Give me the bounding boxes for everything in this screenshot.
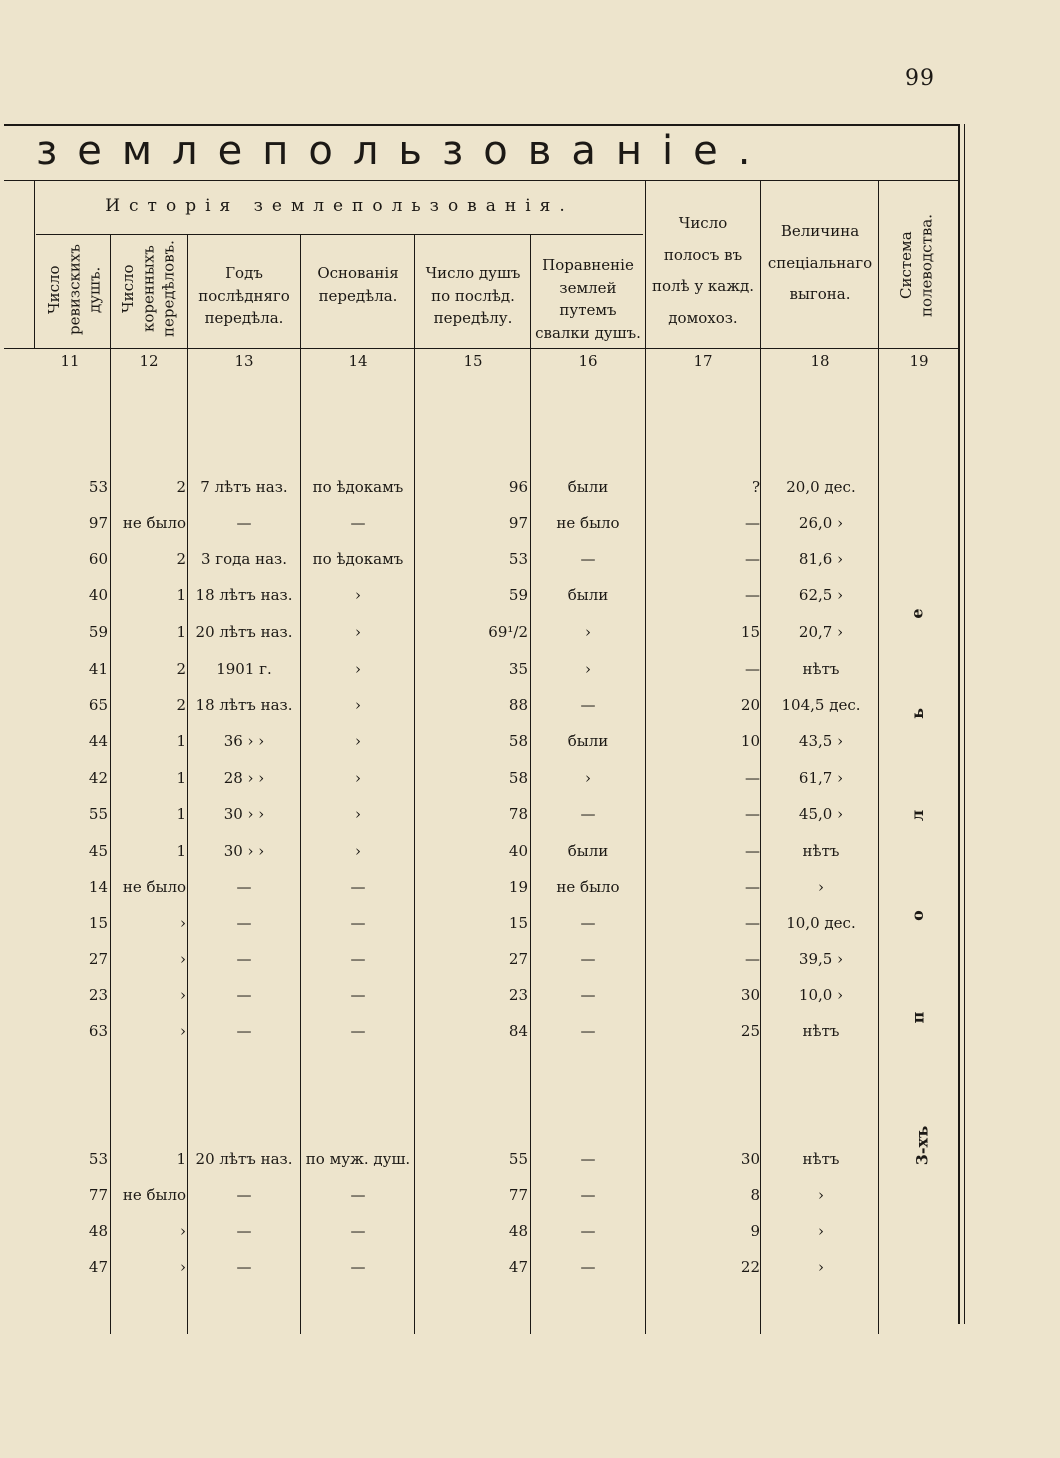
cell-c18: нѣтъ bbox=[802, 1150, 840, 1168]
table-row bbox=[0, 1022, 960, 1058]
cell-c18: 20,0 дес. bbox=[786, 478, 856, 496]
cell-c18: › bbox=[818, 878, 824, 896]
cell-c11: 59 bbox=[88, 623, 108, 641]
cell-c18: 10,0 дес. bbox=[786, 914, 856, 932]
cell-c15: 19 bbox=[508, 878, 528, 896]
cell-c16: — bbox=[580, 1022, 596, 1040]
cell-c15: 27 bbox=[508, 950, 528, 968]
system-letter-4: п bbox=[908, 1011, 928, 1024]
cell-c12: 2 bbox=[176, 696, 186, 714]
cell-c12: 2 bbox=[176, 478, 186, 496]
table-row bbox=[0, 1150, 960, 1186]
cell-c11: 27 bbox=[88, 950, 108, 968]
colnum-13: 13 bbox=[234, 352, 254, 370]
cell-c11: 47 bbox=[88, 1258, 108, 1276]
cell-c11: 65 bbox=[88, 696, 108, 714]
cell-c15: 58 bbox=[508, 732, 528, 750]
cell-c14: — bbox=[350, 914, 366, 932]
cell-c13: 36 › › bbox=[223, 732, 265, 750]
cell-c11: 23 bbox=[88, 986, 108, 1004]
cell-c14: — bbox=[350, 514, 366, 532]
table-row bbox=[0, 769, 960, 805]
cell-c17: 8 bbox=[750, 1186, 760, 1204]
cell-c12: 1 bbox=[176, 805, 186, 823]
table-row bbox=[0, 623, 960, 659]
table-row bbox=[0, 732, 960, 768]
colnum-18: 18 bbox=[810, 352, 830, 370]
cell-c16: — bbox=[580, 1150, 596, 1168]
cell-c16: были bbox=[567, 842, 609, 860]
cell-c18: нѣтъ bbox=[802, 660, 840, 678]
cell-c11: 63 bbox=[88, 1022, 108, 1040]
cell-c14: — bbox=[350, 1258, 366, 1276]
cell-c15: 77 bbox=[508, 1186, 528, 1204]
cell-c12: › bbox=[180, 986, 186, 1004]
table-row bbox=[0, 805, 960, 841]
cell-c18: 104,5 дес. bbox=[781, 696, 861, 714]
cell-c18: нѣтъ bbox=[802, 842, 840, 860]
cell-c13: — bbox=[236, 1022, 252, 1040]
cell-c16: — bbox=[580, 1186, 596, 1204]
cell-c13: — bbox=[236, 914, 252, 932]
cell-c16: не было bbox=[556, 878, 620, 896]
cell-c13: — bbox=[236, 950, 252, 968]
colnum-17: 17 bbox=[693, 352, 713, 370]
table-row bbox=[0, 696, 960, 732]
table-row bbox=[0, 914, 960, 950]
cell-c17: — bbox=[745, 950, 760, 968]
table-row bbox=[0, 478, 960, 514]
cell-c15: 48 bbox=[508, 1222, 528, 1240]
cell-c14: — bbox=[350, 1186, 366, 1204]
cell-c17: — bbox=[745, 586, 760, 604]
cell-c14: › bbox=[355, 732, 361, 750]
cell-c16: — bbox=[580, 914, 596, 932]
table-row bbox=[0, 986, 960, 1022]
cell-c17: 10 bbox=[740, 732, 760, 750]
cell-c14: по муж. душ. bbox=[305, 1150, 411, 1168]
cell-c17: 30 bbox=[740, 1150, 760, 1168]
cell-c17: 20 bbox=[740, 696, 760, 714]
cell-c14: по ѣдокамъ bbox=[312, 550, 404, 568]
cell-c12: 1 bbox=[176, 842, 186, 860]
cell-c15: 35 bbox=[508, 660, 528, 678]
table-row bbox=[0, 1222, 960, 1258]
table-row bbox=[0, 586, 960, 622]
header-c11: Число ревизскихъ душъ. bbox=[45, 244, 104, 336]
cell-c14: — bbox=[350, 986, 366, 1004]
cell-c17: — bbox=[745, 842, 760, 860]
cell-c18: нѣтъ bbox=[802, 1022, 840, 1040]
cell-c16: были bbox=[567, 732, 609, 750]
table-row bbox=[0, 1258, 960, 1294]
system-letter-5: 3-хъ bbox=[912, 1125, 932, 1166]
cell-c12: › bbox=[180, 914, 186, 932]
cell-c11: 42 bbox=[88, 769, 108, 787]
cell-c13: 28 › › bbox=[223, 769, 265, 787]
cell-c16: › bbox=[585, 769, 591, 787]
cell-c16: › bbox=[585, 623, 591, 641]
cell-c18: 62,5 › bbox=[798, 586, 844, 604]
cell-c18: 10,0 › bbox=[798, 986, 844, 1004]
cell-c12: › bbox=[180, 950, 186, 968]
col-rule-0 bbox=[34, 180, 35, 348]
cell-c12: 1 bbox=[176, 1150, 186, 1168]
cell-c17: — bbox=[745, 769, 760, 787]
cell-c13: 30 › › bbox=[223, 805, 265, 823]
cell-c13: 20 лѣтъ наз. bbox=[195, 1150, 293, 1168]
cell-c15: 84 bbox=[508, 1022, 528, 1040]
cell-c14: — bbox=[350, 878, 366, 896]
cell-c14: › bbox=[355, 586, 361, 604]
colnum-12: 12 bbox=[139, 352, 159, 370]
cell-c11: 45 bbox=[88, 842, 108, 860]
cell-c17: — bbox=[745, 550, 760, 568]
cell-c15: 53 bbox=[508, 550, 528, 568]
cell-c13: 18 лѣтъ наз. bbox=[195, 696, 293, 714]
cell-c12: › bbox=[180, 1022, 186, 1040]
cell-c14: › bbox=[355, 805, 361, 823]
cell-c17: 9 bbox=[750, 1222, 760, 1240]
colnum-15: 15 bbox=[463, 352, 483, 370]
cell-c11: 14 bbox=[88, 878, 108, 896]
cell-c16: — bbox=[580, 550, 596, 568]
cell-c18: 39,5 › bbox=[798, 950, 844, 968]
cell-c18: 26,0 › bbox=[798, 514, 844, 532]
cell-c15: 23 bbox=[508, 986, 528, 1004]
cell-c12: 1 bbox=[176, 586, 186, 604]
cell-c15: 47 bbox=[508, 1258, 528, 1276]
cell-c11: 55 bbox=[88, 805, 108, 823]
page-title: землепользованіе. bbox=[36, 128, 771, 174]
header-c17: Число полосъ въ полѣ у кажд. домохоз. bbox=[651, 214, 755, 327]
cell-c12: 1 bbox=[176, 732, 186, 750]
cell-c17: — bbox=[745, 805, 760, 823]
cell-c13: — bbox=[236, 878, 252, 896]
title-rule bbox=[4, 180, 959, 181]
cell-c17: — bbox=[745, 878, 760, 896]
header-c15: Число душъ по послѣд. передѣлу. bbox=[425, 264, 521, 327]
cell-c14: › bbox=[355, 660, 361, 678]
cell-c12: 1 bbox=[176, 769, 186, 787]
cell-c15: 69¹/2 bbox=[488, 623, 528, 641]
table-row bbox=[0, 1186, 960, 1222]
cell-c15: 97 bbox=[508, 514, 528, 532]
cell-c16: — bbox=[580, 950, 596, 968]
cell-c11: 41 bbox=[88, 660, 108, 678]
cell-c16: — bbox=[580, 805, 596, 823]
cell-c14: — bbox=[350, 1222, 366, 1240]
cell-c13: — bbox=[236, 986, 252, 1004]
table-row bbox=[0, 950, 960, 986]
cell-c16: — bbox=[580, 696, 596, 714]
header-c13: Годъ послѣдняго передѣла. bbox=[198, 264, 290, 327]
cell-c18: 81,6 › bbox=[798, 550, 844, 568]
header-bottom-rule bbox=[4, 348, 959, 349]
cell-c15: 59 bbox=[508, 586, 528, 604]
system-letter-1: ь bbox=[907, 708, 927, 719]
cell-c15: 15 bbox=[508, 914, 528, 932]
table-row bbox=[0, 842, 960, 878]
cell-c18: 20,7 › bbox=[798, 623, 844, 641]
cell-c12: 2 bbox=[176, 660, 186, 678]
table-row bbox=[0, 878, 960, 914]
cell-c17: — bbox=[745, 660, 760, 678]
cell-c12: не было bbox=[122, 1186, 186, 1204]
group-header-rule bbox=[36, 234, 643, 235]
cell-c11: 15 bbox=[88, 914, 108, 932]
system-letter-3: о bbox=[907, 910, 927, 921]
table-row bbox=[0, 660, 960, 696]
cell-c17: 25 bbox=[740, 1022, 760, 1040]
cell-c13: — bbox=[236, 1258, 252, 1276]
cell-c12: › bbox=[180, 1258, 186, 1276]
colnum-14: 14 bbox=[348, 352, 368, 370]
cell-c13: — bbox=[236, 514, 252, 532]
cell-c15: 55 bbox=[508, 1150, 528, 1168]
cell-c15: 40 bbox=[508, 842, 528, 860]
cell-c18: 61,7 › bbox=[798, 769, 844, 787]
cell-c17: — bbox=[745, 914, 760, 932]
cell-c13: 30 › › bbox=[223, 842, 265, 860]
cell-c14: — bbox=[350, 950, 366, 968]
cell-c16: — bbox=[580, 1258, 596, 1276]
cell-c12: 1 bbox=[176, 623, 186, 641]
cell-c16: были bbox=[567, 478, 609, 496]
cell-c14: — bbox=[350, 1022, 366, 1040]
cell-c12: › bbox=[180, 1222, 186, 1240]
cell-c14: › bbox=[355, 623, 361, 641]
cell-c13: — bbox=[236, 1222, 252, 1240]
cell-c12: 2 bbox=[176, 550, 186, 568]
cell-c11: 77 bbox=[88, 1186, 108, 1204]
cell-c16: › bbox=[585, 660, 591, 678]
cell-c17: 30 bbox=[740, 986, 760, 1004]
cell-c17: 22 bbox=[740, 1258, 760, 1276]
cell-c14: по ѣдокамъ bbox=[312, 478, 404, 496]
cell-c15: 88 bbox=[508, 696, 528, 714]
table-row bbox=[0, 550, 960, 586]
header-c18: Величина спеціальнаго выгона. bbox=[767, 222, 873, 303]
cell-c15: 96 bbox=[508, 478, 528, 496]
colnum-19: 19 bbox=[909, 352, 929, 370]
header-c19: Система полеводства. bbox=[897, 213, 936, 317]
cell-c17: 15 bbox=[740, 623, 760, 641]
cell-c13: 7 лѣтъ наз. bbox=[200, 478, 288, 496]
cell-c18: › bbox=[818, 1186, 824, 1204]
cell-c14: › bbox=[355, 842, 361, 860]
header-c12: Число коренныхъ передѣловъ. bbox=[119, 240, 178, 338]
group-header-history: Исторія землепользованія. bbox=[105, 196, 574, 216]
cell-c15: 58 bbox=[508, 769, 528, 787]
header-c16: Поравненіе землей путемъ свалки душъ. bbox=[535, 256, 641, 342]
cell-c16: — bbox=[580, 1222, 596, 1240]
cell-c18: 45,0 › bbox=[798, 805, 844, 823]
cell-c13: 1901 г. bbox=[216, 660, 272, 678]
colnum-16: 16 bbox=[578, 352, 598, 370]
cell-c11: 40 bbox=[88, 586, 108, 604]
cell-c18: › bbox=[818, 1222, 824, 1240]
cell-c13: 3 года наз. bbox=[200, 550, 288, 568]
colnum-11: 11 bbox=[60, 352, 80, 370]
cell-c12: не было bbox=[122, 514, 186, 532]
cell-c15: 78 bbox=[508, 805, 528, 823]
cell-c11: 60 bbox=[88, 550, 108, 568]
system-letter-0: е bbox=[907, 608, 927, 619]
cell-c14: › bbox=[355, 769, 361, 787]
cell-c11: 53 bbox=[88, 478, 108, 496]
table-row bbox=[0, 514, 960, 550]
cell-c18: 43,5 › bbox=[798, 732, 844, 750]
cell-c17: — bbox=[745, 514, 760, 532]
cell-c11: 48 bbox=[88, 1222, 108, 1240]
cell-c18: › bbox=[818, 1258, 824, 1276]
top-rule bbox=[4, 124, 959, 126]
cell-c11: 97 bbox=[88, 514, 108, 532]
header-c14: Основанія передѣла. bbox=[317, 264, 399, 305]
cell-c16: — bbox=[580, 986, 596, 1004]
cell-c14: › bbox=[355, 696, 361, 714]
page-number: 99 bbox=[905, 66, 935, 91]
cell-c16: были bbox=[567, 586, 609, 604]
cell-c13: — bbox=[236, 1186, 252, 1204]
cell-c16: не было bbox=[556, 514, 620, 532]
cell-c11: 53 bbox=[88, 1150, 108, 1168]
outer-right-border-inner bbox=[964, 124, 965, 1324]
system-letter-2: л bbox=[908, 809, 928, 822]
cell-c13: 20 лѣтъ наз. bbox=[195, 623, 293, 641]
cell-c11: 44 bbox=[88, 732, 108, 750]
cell-c13: 18 лѣтъ наз. bbox=[195, 586, 293, 604]
cell-c12: не было bbox=[122, 878, 186, 896]
cell-c17: ? bbox=[751, 478, 760, 496]
